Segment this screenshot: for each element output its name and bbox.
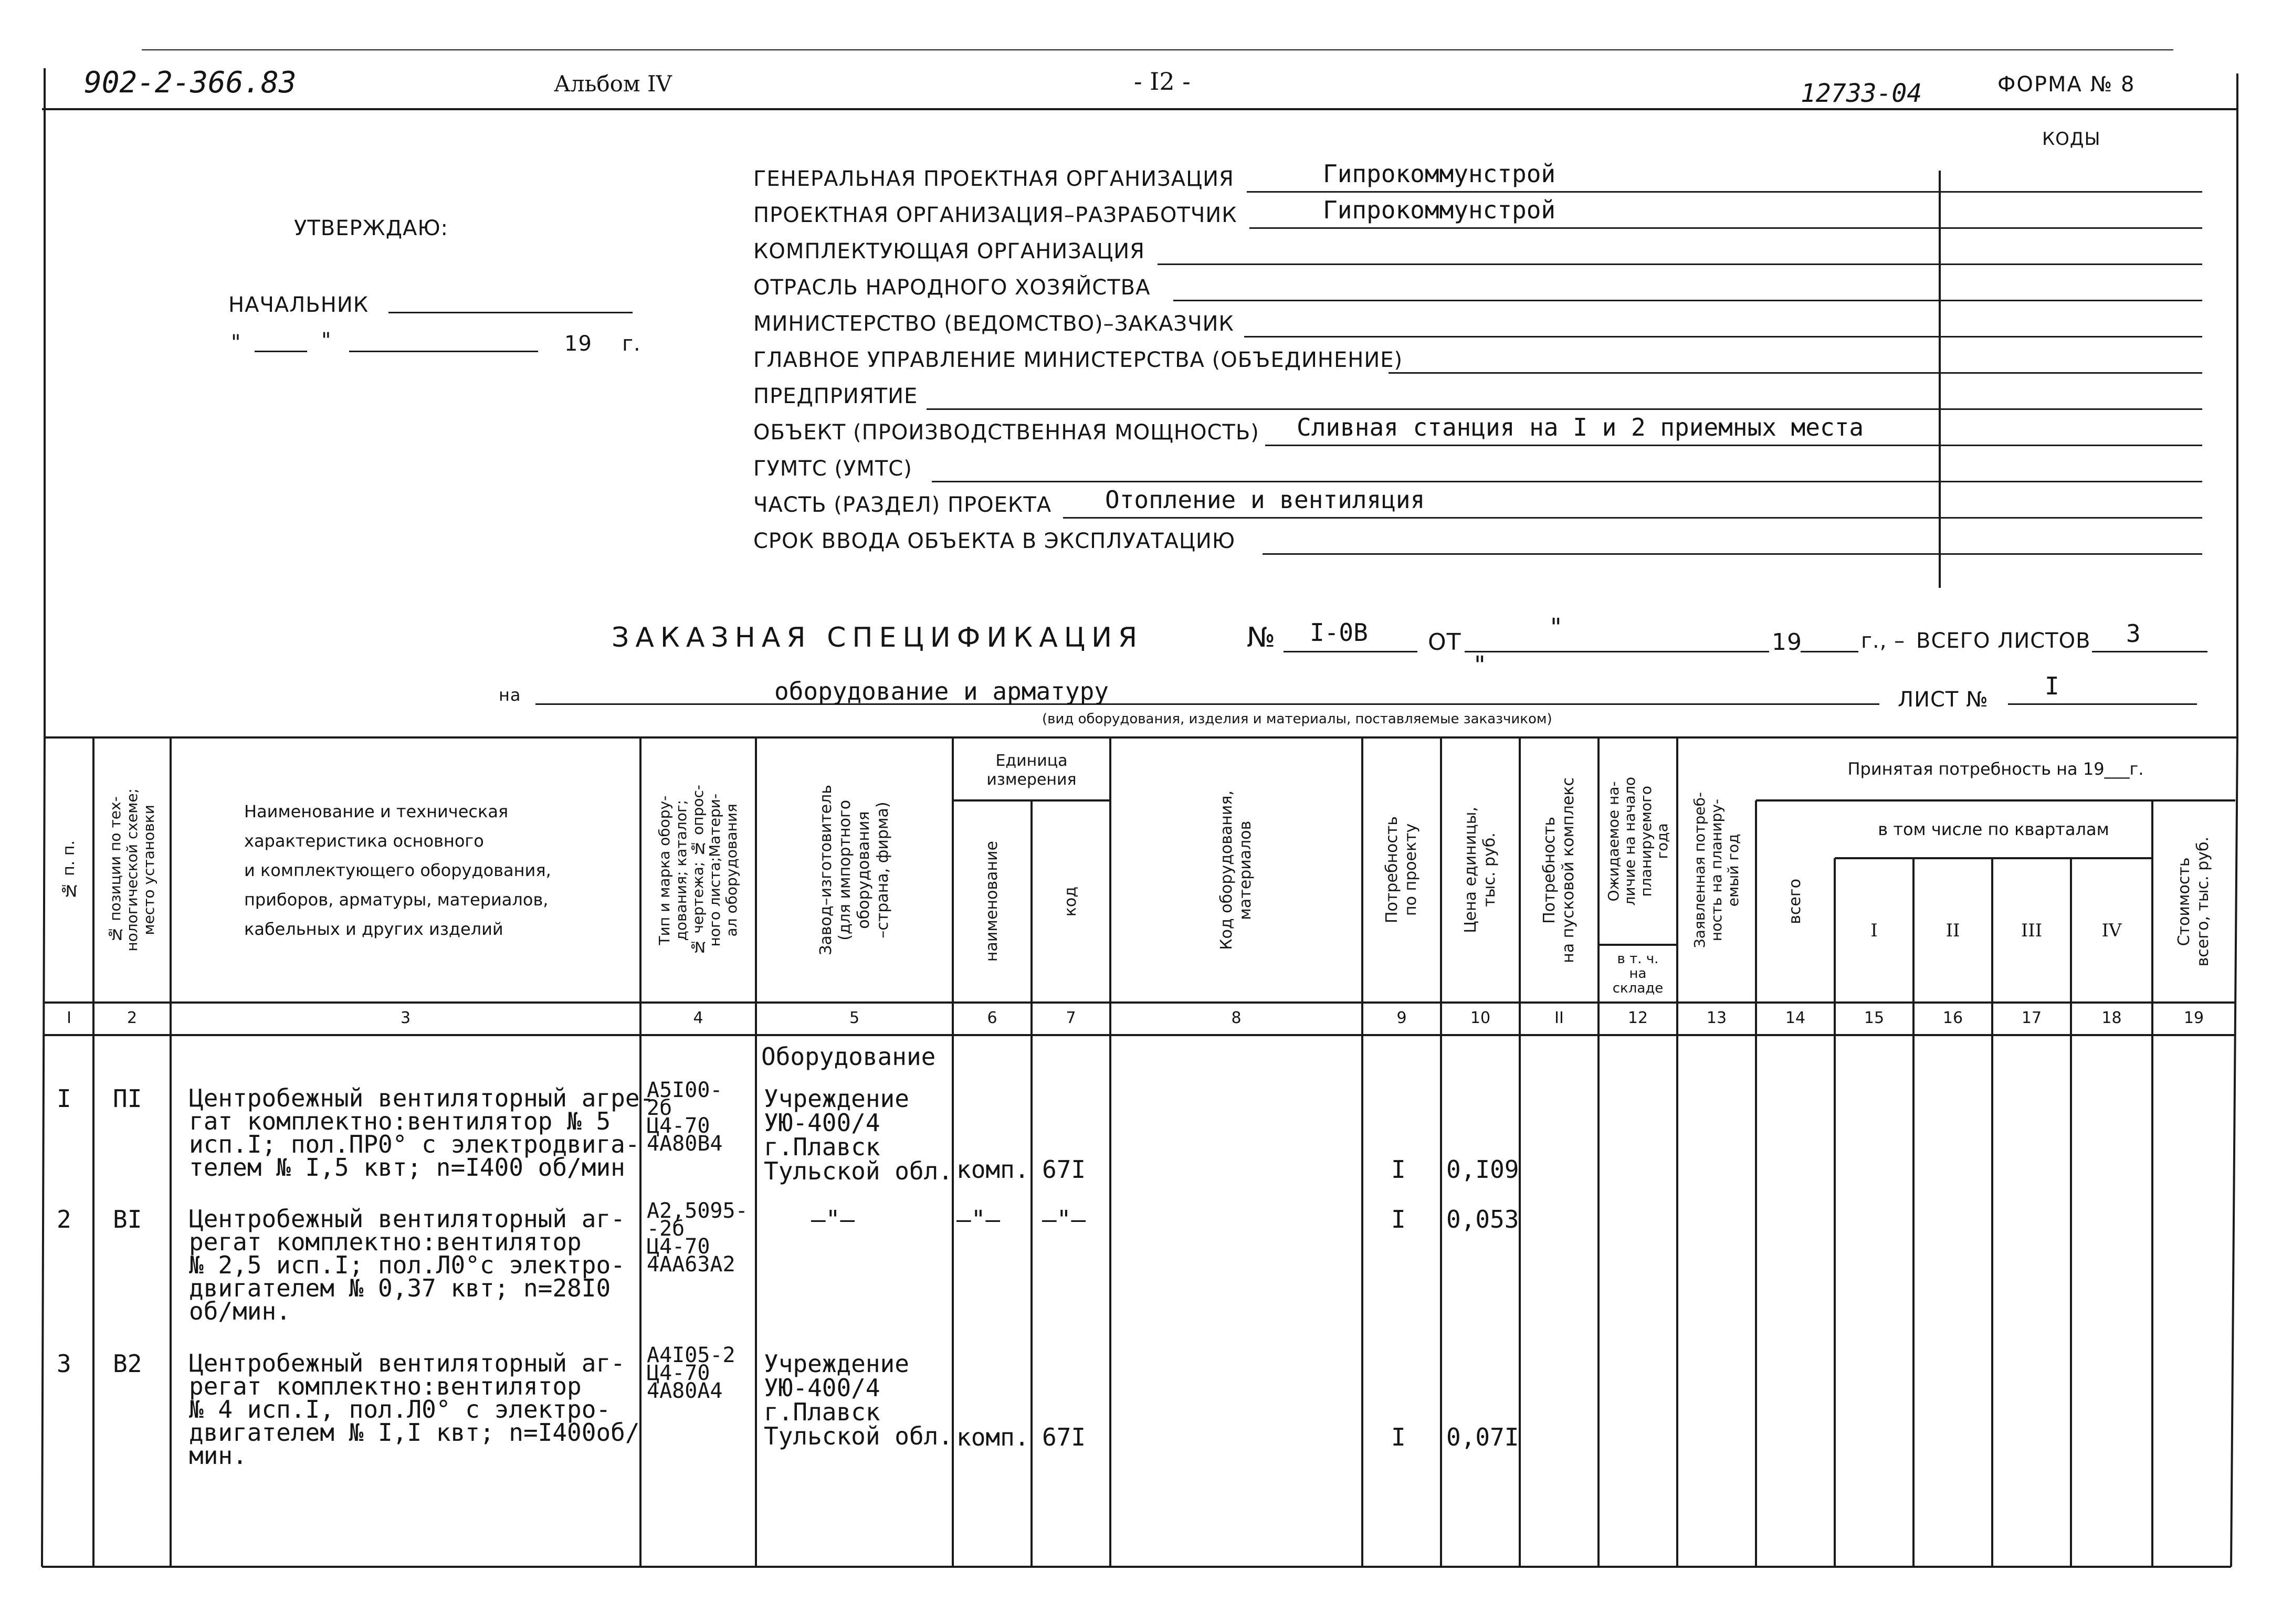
cell-type: А2,5095- -2б Ц4-70 4АА63А2 xyxy=(647,1199,748,1277)
cell-price: 0,07I xyxy=(1446,1423,1519,1451)
doc-code: 902-2-366.83 xyxy=(84,66,297,100)
header-field-line xyxy=(1158,263,2202,265)
date-month-line xyxy=(349,351,538,352)
cell-maker: Учреждение УЮ-400/4 г.Плавск Тульской обл. xyxy=(764,1084,953,1185)
chief-label: НАЧАЛЬНИК xyxy=(228,293,369,317)
column-number: 15 xyxy=(1864,1009,1885,1027)
date-open-quote: " xyxy=(231,331,241,355)
cell-maker: –"– xyxy=(811,1205,855,1233)
spec-date-line xyxy=(1465,651,1769,652)
column-number: 19 xyxy=(2183,1009,2204,1027)
col-header-15: I xyxy=(1870,920,1878,941)
spec-from-label: ОТ xyxy=(1428,629,1461,656)
spec-sheet-number: I xyxy=(2045,672,2059,700)
spec-na-value: оборудование и арматуру xyxy=(774,677,1109,705)
cell-position: ВI xyxy=(113,1205,142,1233)
header-field-value: Гипрокоммунстрой xyxy=(1323,196,1556,224)
col-header-accepted-group: Принятая потребность на 19___г. xyxy=(1847,759,2144,779)
cell-row-number: I xyxy=(57,1084,71,1113)
spec-year-suffix: г., – xyxy=(1861,629,1906,653)
col-header-9: Потребность по проекту xyxy=(1383,816,1420,924)
column-number: 18 xyxy=(2101,1009,2122,1027)
header-field-label: МИНИСТЕРСТВО (ВЕДОМСТВО)–ЗАКАЗЧИК xyxy=(753,312,1234,336)
section-label: Оборудование xyxy=(761,1042,936,1071)
cell-name: Центробежный вентиляторный аг- регат комплектно:вентилятор № 4 исп.I, пол.Л0° с электро- двигателем № I,I квт; n=I400об/ мин. xyxy=(189,1349,640,1470)
header-field-label: ЧАСТЬ (РАЗДЕЛ) ПРОЕКТА xyxy=(753,493,1052,517)
column-number: 3 xyxy=(400,1009,411,1027)
spec-na-label: на xyxy=(499,685,521,705)
column-number: 7 xyxy=(1066,1009,1076,1027)
header-field-line xyxy=(1247,191,2202,193)
col-header-16: II xyxy=(1946,920,1960,941)
form-number: ФОРМА № 8 xyxy=(1997,72,2136,97)
col-header-unit-group: Единица измерения xyxy=(986,751,1077,789)
column-number: 13 xyxy=(1706,1009,1727,1027)
spec-year-line xyxy=(1801,651,1858,652)
spec-sheet-label: ЛИСТ № xyxy=(1898,688,1989,712)
album-label: Альбом IV xyxy=(554,71,672,97)
header-field-label: ПРЕДПРИЯТИЕ xyxy=(753,384,918,408)
cell-unit: –"– xyxy=(956,1205,1001,1233)
col-header-3: Наименование и техническая характеристика основного и комплектующего оборудования, приборов, арматуры, материалов, кабельных и других изделий xyxy=(244,801,551,939)
col-header-5: Завод–изготовитель (для импортного оборудования –страна, фирма) xyxy=(816,785,892,955)
cell-name: Центробежный вентиляторный агре- гат комплектно:вентилятор № 5 исп.I; пол.ПР0° с электродвига- телем № I,5 квт; n=I400 об/мин xyxy=(189,1084,655,1182)
cell-price: 0,I09 xyxy=(1446,1155,1519,1184)
cell-position: ПI xyxy=(113,1084,142,1113)
cell-price: 0,053 xyxy=(1446,1205,1519,1233)
inventory-number: 12733-04 xyxy=(1801,79,1922,108)
header-field-line xyxy=(1389,372,2202,374)
cell-need: I xyxy=(1391,1205,1406,1233)
header-field-label: КОМПЛЕКТУЮЩАЯ ОРГАНИЗАЦИЯ xyxy=(753,239,1145,263)
column-number: 5 xyxy=(849,1009,860,1027)
date-year-prefix: 19 xyxy=(564,332,592,356)
col-header-17: III xyxy=(2021,920,2043,941)
cell-name: Центробежный вентиляторный аг- регат комплектно:вентилятор № 2,5 исп.I; пол.Л0°с электро- двигателем № 0,37 квт; n=28I0 об/мин. xyxy=(189,1205,625,1325)
col-header-12: Ожидаемое на- личие на начало планируемого года xyxy=(1605,776,1671,906)
column-number: 12 xyxy=(1627,1009,1648,1027)
header-field-line xyxy=(927,408,2202,410)
header-field-label: ОБЪЕКТ (ПРОИЗВОДСТВЕННАЯ МОЩНОСТЬ) xyxy=(753,420,1259,445)
chief-signature-line xyxy=(388,312,633,313)
col-header-2: № позиции по тех- нологической схеме; место установки xyxy=(106,788,157,952)
date-mid-quote: " xyxy=(321,329,332,353)
spec-total-sheets-label: ВСЕГО ЛИСТОВ xyxy=(1916,629,2091,653)
spec-year-label: 19 xyxy=(1772,629,1802,656)
date-day-line xyxy=(255,351,307,352)
column-number: 4 xyxy=(693,1009,703,1027)
col-header-10: Цена единицы, тыс. руб. xyxy=(1461,807,1499,933)
header-field-line xyxy=(1249,227,2202,229)
header-field-line xyxy=(1244,336,2202,338)
cell-unit: комп. xyxy=(956,1155,1029,1184)
column-number: 10 xyxy=(1470,1009,1491,1027)
cell-type: А4I05-2 Ц4-70 4А80А4 xyxy=(647,1343,735,1403)
spec-subnote: (вид оборудования, изделия и материалы, поставляемые заказчиком) xyxy=(1042,711,1552,727)
column-number: 14 xyxy=(1785,1009,1806,1027)
approval-title: УТВЕРЖДАЮ: xyxy=(294,216,449,240)
column-number: 9 xyxy=(1396,1009,1407,1027)
header-field-label: ГЛАВНОЕ УПРАВЛЕНИЕ МИНИСТЕРСТВА (ОБЪЕДИНЕНИЕ) xyxy=(753,348,1403,372)
header-field-line xyxy=(1265,445,2202,446)
col-header-7: код xyxy=(1061,886,1080,917)
spec-total-sheets: 3 xyxy=(2126,619,2141,648)
cell-row-number: 2 xyxy=(57,1205,71,1233)
cell-maker: Учреждение УЮ-400/4 г.Плавск Тульской обл. xyxy=(764,1349,953,1450)
spec-number-label: № xyxy=(1247,622,1276,653)
spec-number: I-0В xyxy=(1310,618,1368,647)
col-header-11: Потребность на пусковой комплекс xyxy=(1540,777,1578,963)
cell-need: I xyxy=(1391,1423,1406,1451)
cell-position: В2 xyxy=(113,1349,142,1378)
header-field-label: СРОК ВВОДА ОБЪЕКТА В ЭКСПЛУАТАЦИЮ xyxy=(753,529,1236,553)
header-field-value: Гипрокоммунстрой xyxy=(1323,160,1556,188)
page-number: - I2 - xyxy=(1134,67,1191,96)
column-number: II xyxy=(1554,1009,1564,1027)
spec-quote-close: " xyxy=(1473,651,1487,679)
header-field-value: Сливная станция на I и 2 приемных места xyxy=(1297,413,1864,441)
column-number: I xyxy=(67,1009,71,1027)
spec-na-line xyxy=(535,703,1879,705)
spec-quote-open: " xyxy=(1549,613,1563,641)
header-field-value: Отопление и вентиляция xyxy=(1105,486,1425,514)
codes-header: КОДЫ xyxy=(2042,129,2101,150)
col-header-19: Стоимость всего, тыс. руб. xyxy=(2175,836,2212,967)
col-header-12-sub: в т. ч. на складе xyxy=(1612,951,1664,996)
header-field-label: ПРОЕКТНАЯ ОРГАНИЗАЦИЯ–РАЗРАБОТЧИК xyxy=(753,203,1237,227)
column-number: 6 xyxy=(987,1009,997,1027)
column-number: 2 xyxy=(127,1009,138,1027)
cell-unit: комп. xyxy=(956,1423,1029,1451)
spec-number-line xyxy=(1284,651,1417,652)
col-header-13: Заявленная потреб- ность на планиру- емый год xyxy=(1691,792,1742,948)
spec-title: ЗАКАЗНАЯ СПЕЦИФИКАЦИЯ xyxy=(612,622,1144,653)
cell-code: 67I xyxy=(1042,1155,1086,1184)
cell-type: А5I00- 2б Ц4-70 4А80В4 xyxy=(647,1078,723,1156)
column-number: 16 xyxy=(1942,1009,1963,1027)
col-header-14: всего xyxy=(1786,879,1804,924)
column-number: 8 xyxy=(1231,1009,1242,1027)
header-field-line xyxy=(1263,553,2202,555)
col-header-8: Код оборудования, материалов xyxy=(1217,790,1255,950)
header-field-line xyxy=(932,481,2202,482)
header-field-label: ГУМТС (УМТС) xyxy=(753,457,912,481)
header-field-label: ГЕНЕРАЛЬНАЯ ПРОЕКТНАЯ ОРГАНИЗАЦИЯ xyxy=(753,167,1234,191)
cell-code: –"– xyxy=(1042,1205,1086,1233)
header-field-line xyxy=(1173,300,2202,301)
col-header-4: Тип и марка обору- дования; каталог; № чертежа; № опрос- ного листа;Матери- ал оборудования xyxy=(656,784,740,956)
cell-code: 67I xyxy=(1042,1423,1086,1451)
spec-sheet-line xyxy=(2008,703,2197,705)
column-number: 17 xyxy=(2021,1009,2042,1027)
col-header-1: № п. п. xyxy=(59,840,78,900)
date-year-suffix: г. xyxy=(622,332,641,356)
col-header-quarter-group: в том числе по кварталам xyxy=(1878,819,2109,839)
cell-need: I xyxy=(1391,1155,1406,1184)
col-header-6: наименование xyxy=(983,841,1001,962)
col-header-18: IV xyxy=(2101,920,2122,941)
header-field-label: ОТРАСЛЬ НАРОДНОГО ХОЗЯЙСТВА xyxy=(753,276,1151,300)
header-field-line xyxy=(1063,517,2202,519)
spec-total-line xyxy=(2092,651,2207,652)
cell-row-number: 3 xyxy=(57,1349,71,1378)
